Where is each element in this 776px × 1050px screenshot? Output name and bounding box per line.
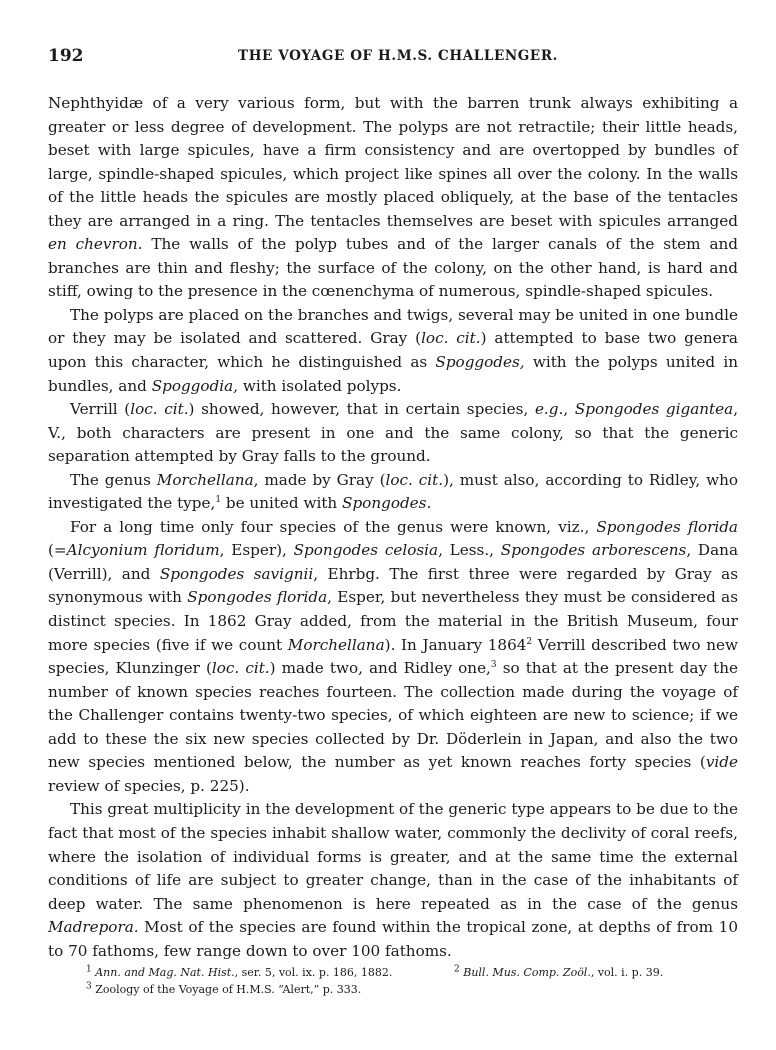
footnotes <box>86 964 706 998</box>
text-run: so that at the present day the number of known species reaches fourteen. The collection made during the voyage of the Challenger contains twenty-two species, of which eighteen are new to science; if we add to these the six new species collected by Dr. Döderlein in Japan, and also the two new species mentioned below, the number as yet known reaches forty species ( <box>48 659 738 772</box>
text-run: , ser. 5, vol. ix. p. 186, 1882. <box>234 966 393 979</box>
text-run: with the polyps united in bundles, and <box>48 353 738 395</box>
text-run: Verrill ( <box>70 400 131 419</box>
footnote-row-1 <box>86 964 706 981</box>
italic-text: Alcyonium floridum <box>66 541 220 560</box>
text-run: Verrill described two new species, Klunzinger ( <box>48 635 738 678</box>
italic-text: loc. cit. <box>385 470 444 489</box>
italic-text: e.g. <box>534 400 564 419</box>
footnote-marker: 1 <box>86 964 92 975</box>
footnote-1 <box>86 966 392 979</box>
italic-text: Spongodes gigantea <box>574 400 734 419</box>
page-header <box>48 46 748 72</box>
italic-text: Spoggodia, <box>151 376 239 395</box>
text-run: , <box>563 400 575 419</box>
text-run: For a long time only four species of the genus were known, viz., <box>70 517 597 536</box>
body-text <box>48 92 738 963</box>
italic-text: Spongodes. <box>342 494 432 513</box>
text-run: ). In January 1864 <box>384 635 527 654</box>
footnote-marker: 3 <box>86 981 92 992</box>
text-run: , Esper, but nevertheless they must be considered as distinct species. In 1862 Gray added, from the material in the British Museum, four more species (five if we count <box>48 588 739 654</box>
text-run: , Less., <box>438 541 501 560</box>
italic-text: Madrepora. <box>48 918 139 937</box>
italic-text: Spongodes florida <box>187 588 328 607</box>
text-run: , Dana (Verrill), and <box>48 541 738 583</box>
text-run: , Esper), <box>219 541 294 560</box>
italic-text: Spoggodes, <box>435 353 525 372</box>
text-run: The walls of the polyp tubes and of the larger canals of the stem and branches are thin and fleshy; the surface of the colony, on the other hand, is hard and stiff, owing to the presence in the cœnenchyma of numerous, spindle-shaped spicules. <box>48 235 738 301</box>
text-run: The genus <box>70 470 157 489</box>
italic-text: Bull. Mus. Comp. Zoöl. <box>463 966 591 979</box>
footnote-3 <box>86 983 361 996</box>
italic-text: Ann. and Mag. Nat. Hist. <box>95 966 235 979</box>
footnote-marker: 2 <box>454 964 460 975</box>
text-run: The polyps are placed on the branches and twigs, several may be united in one bundle or they may be isolated and scattered. Gray ( <box>48 305 738 348</box>
text-run: (= <box>48 541 67 560</box>
italic-text: Morchellana <box>287 635 385 654</box>
italic-text: loc. cit. <box>130 400 189 419</box>
italic-text: loc. cit. <box>421 329 481 348</box>
footnote-ref: 3 <box>490 660 497 671</box>
italic-text: Spongodes celosia <box>293 541 439 560</box>
text-run: review of species, p. 225). <box>48 776 250 795</box>
italic-text: en chevron. <box>48 235 143 254</box>
footnote-ref: 1 <box>215 495 222 506</box>
paragraph-1 <box>48 92 738 304</box>
text-run: ) attempted to base two genera upon this character, which he distinguished as <box>48 329 738 372</box>
footnote-row-2 <box>86 981 706 998</box>
text-run: Most of the species are found within the tropical zone, at depths of from 10 to 70 fathoms, few range down to over 100 fathoms. <box>48 918 738 960</box>
footnote-ref: 2 <box>526 636 533 647</box>
paragraph-6 <box>48 798 738 963</box>
footnote-2 <box>454 964 663 981</box>
paragraph-2 <box>48 304 738 398</box>
text-run: ) made two, and Ridley one, <box>269 659 491 678</box>
italic-text: vide <box>705 753 738 772</box>
text-run: , V., both characters are present in one and the same colony, so that the generic separation attempted by Gray falls to the ground. <box>48 400 739 466</box>
text-run: Zoology of the Voyage of H.M.S. “Alert,” p. 333. <box>95 983 362 996</box>
italic-text: Spongodes florida <box>596 517 738 536</box>
running-title: THE VOYAGE OF H.M.S. CHALLENGER. <box>238 48 558 64</box>
paragraph-5 <box>48 516 738 799</box>
paragraph-3 <box>48 398 738 469</box>
italic-text: loc. cit. <box>211 659 270 678</box>
text-run: , vol. i. p. 39. <box>590 966 664 979</box>
text-run: with isolated polyps. <box>238 376 402 395</box>
page-number: 192 <box>48 46 84 66</box>
text-run: Nephthyidæ of a very various form, but with the barren trunk always exhibiting a greater or less degree of development. The polyps are not retractile; their little heads, beset with large spicules, have a firm consistency and are overtopped by bundles of large, spindle-shaped spicules, which project like spines all over the colony. In the walls of the little heads the spicules are mostly placed obliquely, at the base of the tentacles they are arranged in a ring. The tentacles themselves are beset with spicules arranged <box>48 94 738 230</box>
text-run: This great multiplicity in the development of the generic type appears to be due to the fact that most of the species inhabit shallow water, commonly the declivity of coral reefs, where the isolation of individual forms is greater, and at the same time the external conditions of life are subject to greater change, than in the case of the inhabitants of deep water. The same phenomenon is here repeated as in the case of the genus <box>48 800 738 913</box>
italic-text: Spongodes savignii <box>159 564 314 583</box>
text-run: , Ehrbg. The first three were regarded by Gray as synonymous with <box>48 564 738 607</box>
paragraph-4 <box>48 469 738 516</box>
text-run: , made by Gray ( <box>253 470 386 489</box>
italic-text: Spongodes arborescens <box>500 541 687 560</box>
text-run: be united with <box>221 494 343 513</box>
text-run: ) showed, however, that in certain species, <box>188 400 535 419</box>
italic-text: Morchellana <box>156 470 254 489</box>
text-run: ), must also, according to Ridley, who investigated the type, <box>48 470 739 513</box>
